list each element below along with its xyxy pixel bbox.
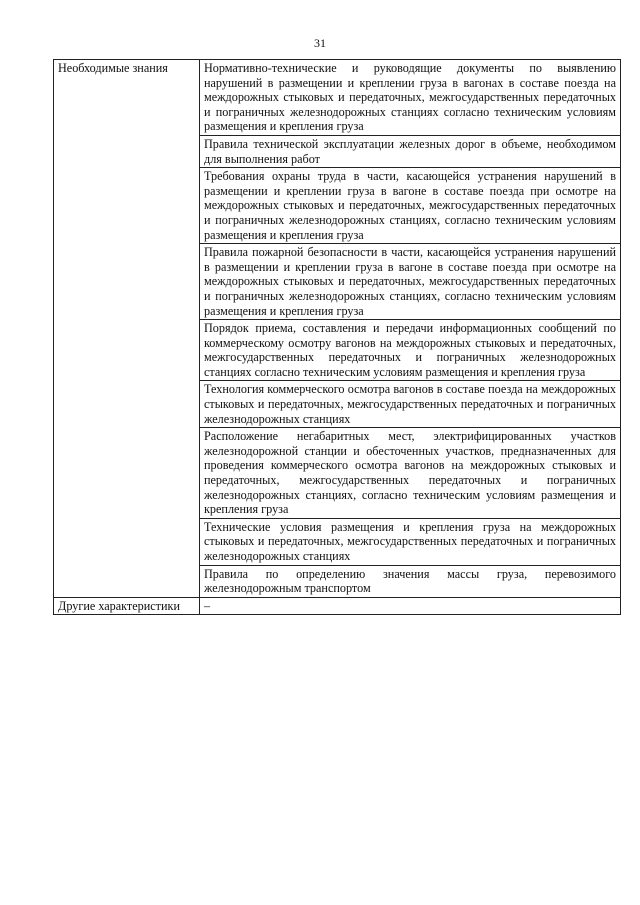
- knowledge-item: Требования охраны труда в части, касающейся устранения нарушений в размещении и креплении груза в вагоне в составе поезда при осмотре на междорожных стыковых и передаточных, межгосударственных передаточных и пограничных железнодорожных станциях, согласно техническим условиям размещения и крепления груза: [200, 168, 621, 244]
- knowledge-item: Порядок приема, составления и передачи информационных сообщений по коммерческому осмотру вагонов на междорожных стыковых и передаточных, межгосударственных передаточных и пограничных железнодорожных станциях согласно техническим условиям размещения и крепления груза: [200, 320, 621, 381]
- other-value-cell: [200, 597, 621, 615]
- other-label: Другие характеристики: [58, 598, 180, 613]
- knowledge-item: Расположение негабаритных мест, электрифицированных участков железнодорожной станции и обесточенных участков, предназначенных для проведения коммерческого осмотра вагонов на междорожных стыковых и передаточных, межгосударственных передаточных и пограничных железнодорожных станциях, согласно техническим условиям размещения и крепления груза: [200, 428, 621, 519]
- knowledge-item: Нормативно-технические и руководящие документы по выявлению нарушений в размещении и креплении груза в вагонах в составе поезда на междорожных стыковых и передаточных, межгосударственных передаточных и пограничных железнодорожных станциях согласно техническим условиям размещения и крепления груза: [200, 60, 621, 136]
- knowledge-item: Технология коммерческого осмотра вагонов в составе поезда на междорожных стыковых и передаточных, межгосударственных передаточных и пограничных железнодорожных станциях: [200, 381, 621, 428]
- knowledge-label: Необходимые знания: [58, 61, 168, 75]
- knowledge-item: Правила по определению значения массы груза, перевозимого железнодорожным транспортом: [200, 565, 621, 597]
- knowledge-item: Правила технической эксплуатации железных дорог в объеме, необходимом для выполнения работ: [200, 135, 621, 167]
- knowledge-item: Правила пожарной безопасности в части, касающейся устранения нарушений в размещении и креплении груза в вагоне в составе поезда при осмотре на междорожных стыковых и передаточных, межгосударственных передаточных и пограничных железнодорожных станциях, согласно техническим условиям размещения и крепления груза: [200, 244, 621, 320]
- table-row: [54, 597, 621, 615]
- page-number: 31: [314, 36, 326, 50]
- other-label-cell: [54, 597, 200, 615]
- table-row: [54, 60, 621, 136]
- knowledge-item: Технические условия размещения и крепления груза на междорожных стыковых и передаточных, межгосударственных передаточных и пограничных железнодорожных станциях: [200, 518, 621, 565]
- other-value: –: [204, 598, 211, 613]
- knowledge-label-cell: [54, 60, 200, 598]
- requirements-table: [53, 59, 621, 615]
